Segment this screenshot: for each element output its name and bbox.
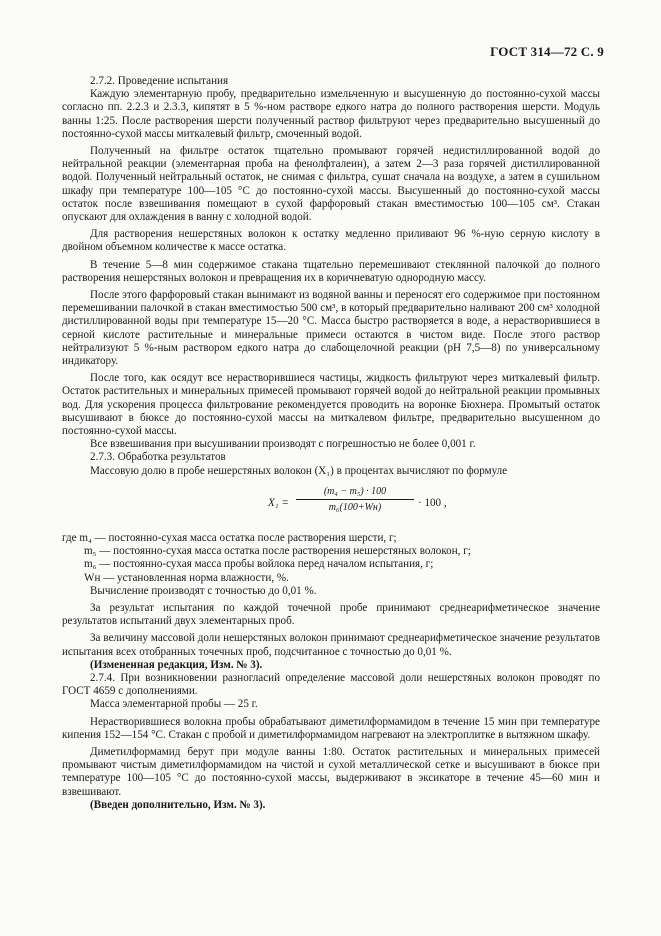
formula-definitions — [62, 532, 600, 585]
formula-fraction — [296, 485, 414, 514]
definition-m6: m₆ — постоянно-сухая масса пробы войлока перед началом испытания, г; — [84, 558, 434, 571]
amendment-note: (Измененная редакция, Изм. № 3). — [90, 658, 263, 671]
paragraph: Полученный на фильтре остаток тщательно промывают горячей недистиллированной водой до нейтральной реакции (элементарная проба на фенолфталеин), а затем 2—3 раза горячей дистиллированной водой. Полученный нейтральный остаток, не снимая с фильтра, сушат сначала на воздухе, а затем в сушильном шкафу при температуре 100—105 °С до постоянно-сухой массы. Высушенный до постоянно-сухой массы остаток после взвешивания помещают в сухой фарфоровый стакан вместимостью 100—105 см³. Стакан опускают для охлаждения в ванну с холодной водой. — [62, 145, 600, 224]
paragraph: Масса элементарной пробы — 25 г. — [90, 698, 258, 711]
formula-rhs: · 100 , — [418, 496, 447, 509]
section-2-7-2-title: 2.7.2. Проведение испытания — [90, 75, 229, 87]
amendment-note: (Введен дополнительно, Изм. № 3). — [90, 798, 266, 811]
paragraph: Каждую элементарную пробу, предварительно измельченную и высушенную до постоянно-сухой массы согласно пп. 2.2.3 и 2.3.3, кипятят в 5 %-ном растворе едкого натра до полного растворения шерсти. Модуль ванны 1:25. После растворения шерсти полученный раствор фильтруют через предварительно высушенный до постоянно-сухой массы миткалевый фильтр, смоченный водой. — [62, 88, 600, 140]
formula-numerator: (m₄ − m₅) · 100 — [296, 485, 414, 500]
paragraph: После того, как осядут все нерастворившиеся частицы, жидкость фильтруют через миткалевый фильтр. Остаток растительных и минеральных примесей промывают горячей водой до нейтральной реакции промывных вод. Для ускорения процесса фильтрование рекомендуется проводить на воронке Бюхнера. Промытый остаток высушивают в бюксе до постоянно-сухой массы на миткалевом фильтре, предварительно высушенном до постоянно-сухой массы. — [62, 372, 600, 438]
formula-denominator: m₆(100+Wн) — [328, 502, 382, 514]
paragraph: Для растворения нешерстяных волокон к остатку медленно приливают 96 %-ную серную кислоту в двойном объемном количестве к массе остатка. — [62, 228, 600, 254]
definition-m5: m₅ — постоянно-сухая масса остатка после растворения нешерстяных волокон, г; — [84, 545, 471, 558]
paragraph: За величину массовой доли нешерстяных волокон принимают среднеарифметическое значение результатов испытания всех отобранных точечных проб, подсчитанное с точностью до 0,01 %. — [62, 632, 600, 658]
paragraph: Диметилформамид берут при модуле ванны 1:80. Остаток растительных и минеральных примесей промывают чистым диметилформамидом на чистой и сухой металлической сетке и высушивают в бюксе при температуре 100—105 °С до постоянно-сухой массы, выдерживают в эксикаторе в течение 45—60 мин и взвешивают. — [62, 745, 600, 798]
paragraph: За результат испытания по каждой точечной пробе принимают среднеарифметическое значение результатов испытаний двух элементарных проб. — [62, 601, 600, 628]
formula-lhs: X₁ = — [268, 496, 289, 509]
section-2-7-3-title: 2.7.3. Обработка результатов — [90, 451, 226, 464]
paragraph: 2.7.4. При возникновении разногласий определение массовой доли нешерстяных волокон проводят по ГОСТ 4659 с дополнениями. — [62, 671, 600, 698]
formula — [62, 482, 600, 526]
paragraph: Вычисление производят с точностью до 0,01 %. — [90, 584, 317, 597]
paragraph: Все взвешивания при высушивании производят с погрешностью не более 0,001 г. — [90, 438, 476, 451]
document-body — [62, 75, 600, 812]
definition-m4: где m₄ — постоянно-сухая масса остатка после растворения шерсти, г; — [62, 531, 397, 544]
paragraph: Массовую долю в пробе нешерстяных волокон (X₁) в процентах вычисляют по формуле — [90, 464, 508, 477]
definition-wn: Wн — установленная норма влажности, %. — [84, 571, 289, 584]
paragraph: Нерастворившиеся волокна пробы обрабатывают диметилформамидом в течение 15 мин при температуре кипения 152—154 °С. Стакан с пробой и диметилформамидом нагревают на электроплитке в вытяжном шкафу. — [62, 715, 600, 741]
paragraph: После этого фарфоровый стакан вынимают из водяной ванны и переносят его содержимое при постоянном перемешивании палочкой в стакан вместимостью 500 см³, в который предварительно наливают 200 см³ холодной дистиллированной воды при температуре 15—20 °С. Масса быстро растворяется в воде, а нерастворившиеся в серной кислоте растительные и минеральные примеси остаются в чистом виде. После этого раствор нейтрализуют 5 %-ным раствором едкого натра до слабощелочной реакции (рН 7,5—8) по универсальному индикатору. — [62, 289, 600, 368]
paragraph: В течение 5—8 мин содержимое стакана тщательно перемешивают стеклянной палочкой до полного растворения нешерстяных волокон и превращения их в коричневатую однородную массу. — [62, 258, 600, 284]
page-header: ГОСТ 314—72 С. 9 — [490, 44, 604, 59]
